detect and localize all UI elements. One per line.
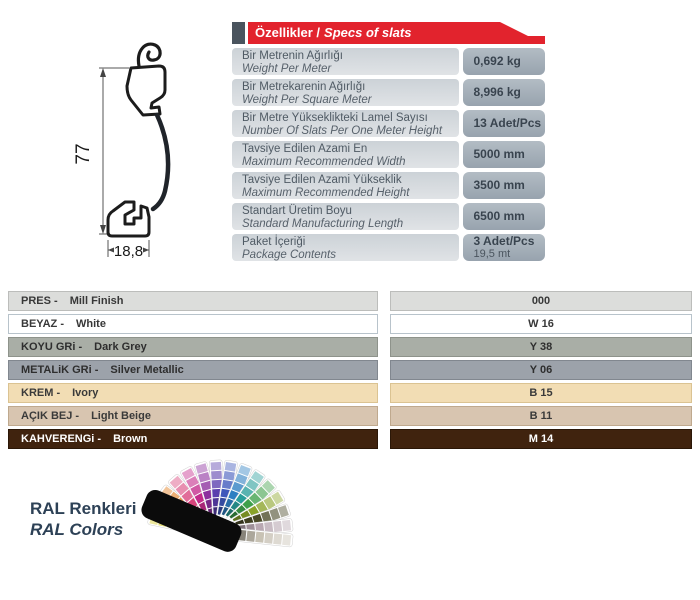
spec-value-cell [463, 141, 545, 168]
color-name-turkish: AÇIK BEJ - [21, 410, 80, 422]
color-code: Y 38 [529, 341, 553, 353]
spec-label-turkish: Bir Metrekarenin Ağırlığı [242, 80, 366, 93]
color-row [8, 383, 692, 403]
spec-value: 6500 mm [473, 209, 525, 223]
color-code-cell [390, 406, 692, 426]
spec-label-turkish: Tavsiye Edilen Azami En [242, 142, 368, 155]
color-row [8, 360, 692, 380]
height-label: 77 [73, 143, 94, 165]
color-code: B 15 [529, 387, 553, 399]
profile-head [127, 66, 165, 115]
color-name-cell [8, 429, 378, 449]
color-name-cell [8, 406, 378, 426]
ral-color-fan-image [136, 455, 308, 561]
color-code-cell [390, 314, 692, 334]
spec-label-turkish: Bir Metrenin Ağırlığı [242, 49, 343, 62]
specs-header [232, 22, 545, 45]
ral-colors-label [30, 498, 136, 540]
profile-blade [153, 115, 168, 209]
color-row [8, 291, 692, 311]
color-code: 000 [531, 295, 551, 307]
spec-label-cell [232, 48, 459, 75]
color-name-cell [8, 383, 378, 403]
specs-rows [232, 48, 545, 261]
spec-value: 5000 mm [473, 147, 525, 161]
spec-label-cell [232, 234, 459, 261]
spec-value-cell [463, 48, 545, 75]
color-name-cell [8, 314, 378, 334]
spec-label-cell [232, 110, 459, 137]
color-code-cell [390, 383, 692, 403]
color-name-english: White [76, 318, 106, 330]
spec-label-turkish: Paket İçeriği [242, 235, 306, 248]
color-name-cell [8, 360, 378, 380]
color-name-turkish: PRES - [21, 295, 58, 307]
specs-panel [232, 22, 545, 265]
spec-value-cell [463, 203, 545, 230]
color-name-english: Dark Grey [94, 341, 147, 353]
spec-label-turkish: Tavsiye Edilen Azami Yükseklik [242, 173, 402, 186]
spec-label-english: Maximum Recommended Width [242, 155, 406, 168]
spec-label-cell [232, 203, 459, 230]
spec-row [232, 203, 545, 230]
color-row [8, 429, 692, 449]
color-name-turkish: KAHVERENGi - [21, 433, 102, 445]
color-row [8, 314, 692, 334]
color-name-turkish: KREM - [21, 387, 61, 399]
ral-label-english: RAL Colors [30, 520, 124, 539]
color-name-english: Light Beige [91, 410, 151, 422]
spec-value: 13 Adet/Pcs [473, 116, 542, 130]
color-code: W 16 [528, 318, 554, 330]
color-name-english: Mill Finish [69, 295, 124, 307]
spec-value-cell [463, 234, 545, 261]
spec-row [232, 141, 545, 168]
spec-label-cell [232, 79, 459, 106]
spec-value-secondary: 19,5 mt [473, 248, 511, 260]
spec-value: 0,692 kg [473, 54, 521, 68]
spec-label-turkish: Bir Metre Yükseklikteki Lamel Sayısı [242, 111, 428, 124]
spec-value: 3500 mm [473, 178, 525, 192]
spec-label-english: Standard Manufacturing Length [242, 217, 404, 230]
spec-value-cell [463, 110, 545, 137]
color-name-cell [8, 337, 378, 357]
width-label: 18,8 [113, 243, 144, 260]
spec-label-english: Weight Per Meter [242, 62, 332, 75]
color-name-turkish: METALiK GRi - [21, 364, 99, 376]
color-name-english: Brown [113, 433, 148, 445]
color-code-cell [390, 429, 692, 449]
color-name-english: Ivory [72, 387, 99, 399]
profile-top-hook [138, 44, 160, 66]
color-code-cell [390, 360, 692, 380]
spec-label-english: Package Contents [242, 248, 336, 261]
color-name-cell [8, 291, 378, 311]
color-code: B 11 [529, 410, 553, 422]
spec-row [232, 172, 545, 199]
spec-value: 8,996 kg [473, 85, 521, 99]
color-name-english: Silver Metallic [110, 364, 184, 376]
spec-label-turkish: Standart Üretim Boyu [242, 204, 352, 217]
color-row [8, 337, 692, 357]
spec-value-cell [463, 79, 545, 106]
color-row [8, 406, 692, 426]
spec-value-cell [463, 172, 545, 199]
color-name-turkish: BEYAZ - [21, 318, 64, 330]
color-code: Y 06 [529, 364, 553, 376]
color-code-cell [390, 291, 692, 311]
color-code: M 14 [528, 433, 554, 445]
spec-row [232, 234, 545, 261]
spec-row [232, 110, 545, 137]
spec-label-english: Weight Per Square Meter [242, 93, 372, 106]
spec-row [232, 79, 545, 106]
color-name-turkish: KOYU GRi - [21, 341, 83, 353]
color-table [8, 291, 692, 452]
profile-foot [108, 202, 149, 236]
spec-label-english: Maximum Recommended Height [242, 186, 410, 199]
slat-profile-drawing [55, 16, 185, 261]
specs-header-title [255, 22, 411, 44]
spec-row [232, 48, 545, 75]
spec-value: 3 Adet/Pcs [473, 234, 535, 248]
spec-label-english: Number Of Slats Per One Meter Height [242, 124, 443, 137]
ral-label-turkish: RAL Renkleri [30, 499, 137, 518]
spec-label-cell [232, 172, 459, 199]
color-code-cell [390, 337, 692, 357]
specs-header-title-en: Specs of slats [324, 25, 412, 40]
spec-label-cell [232, 141, 459, 168]
specs-header-title-tr: Özellikler / [255, 25, 321, 40]
